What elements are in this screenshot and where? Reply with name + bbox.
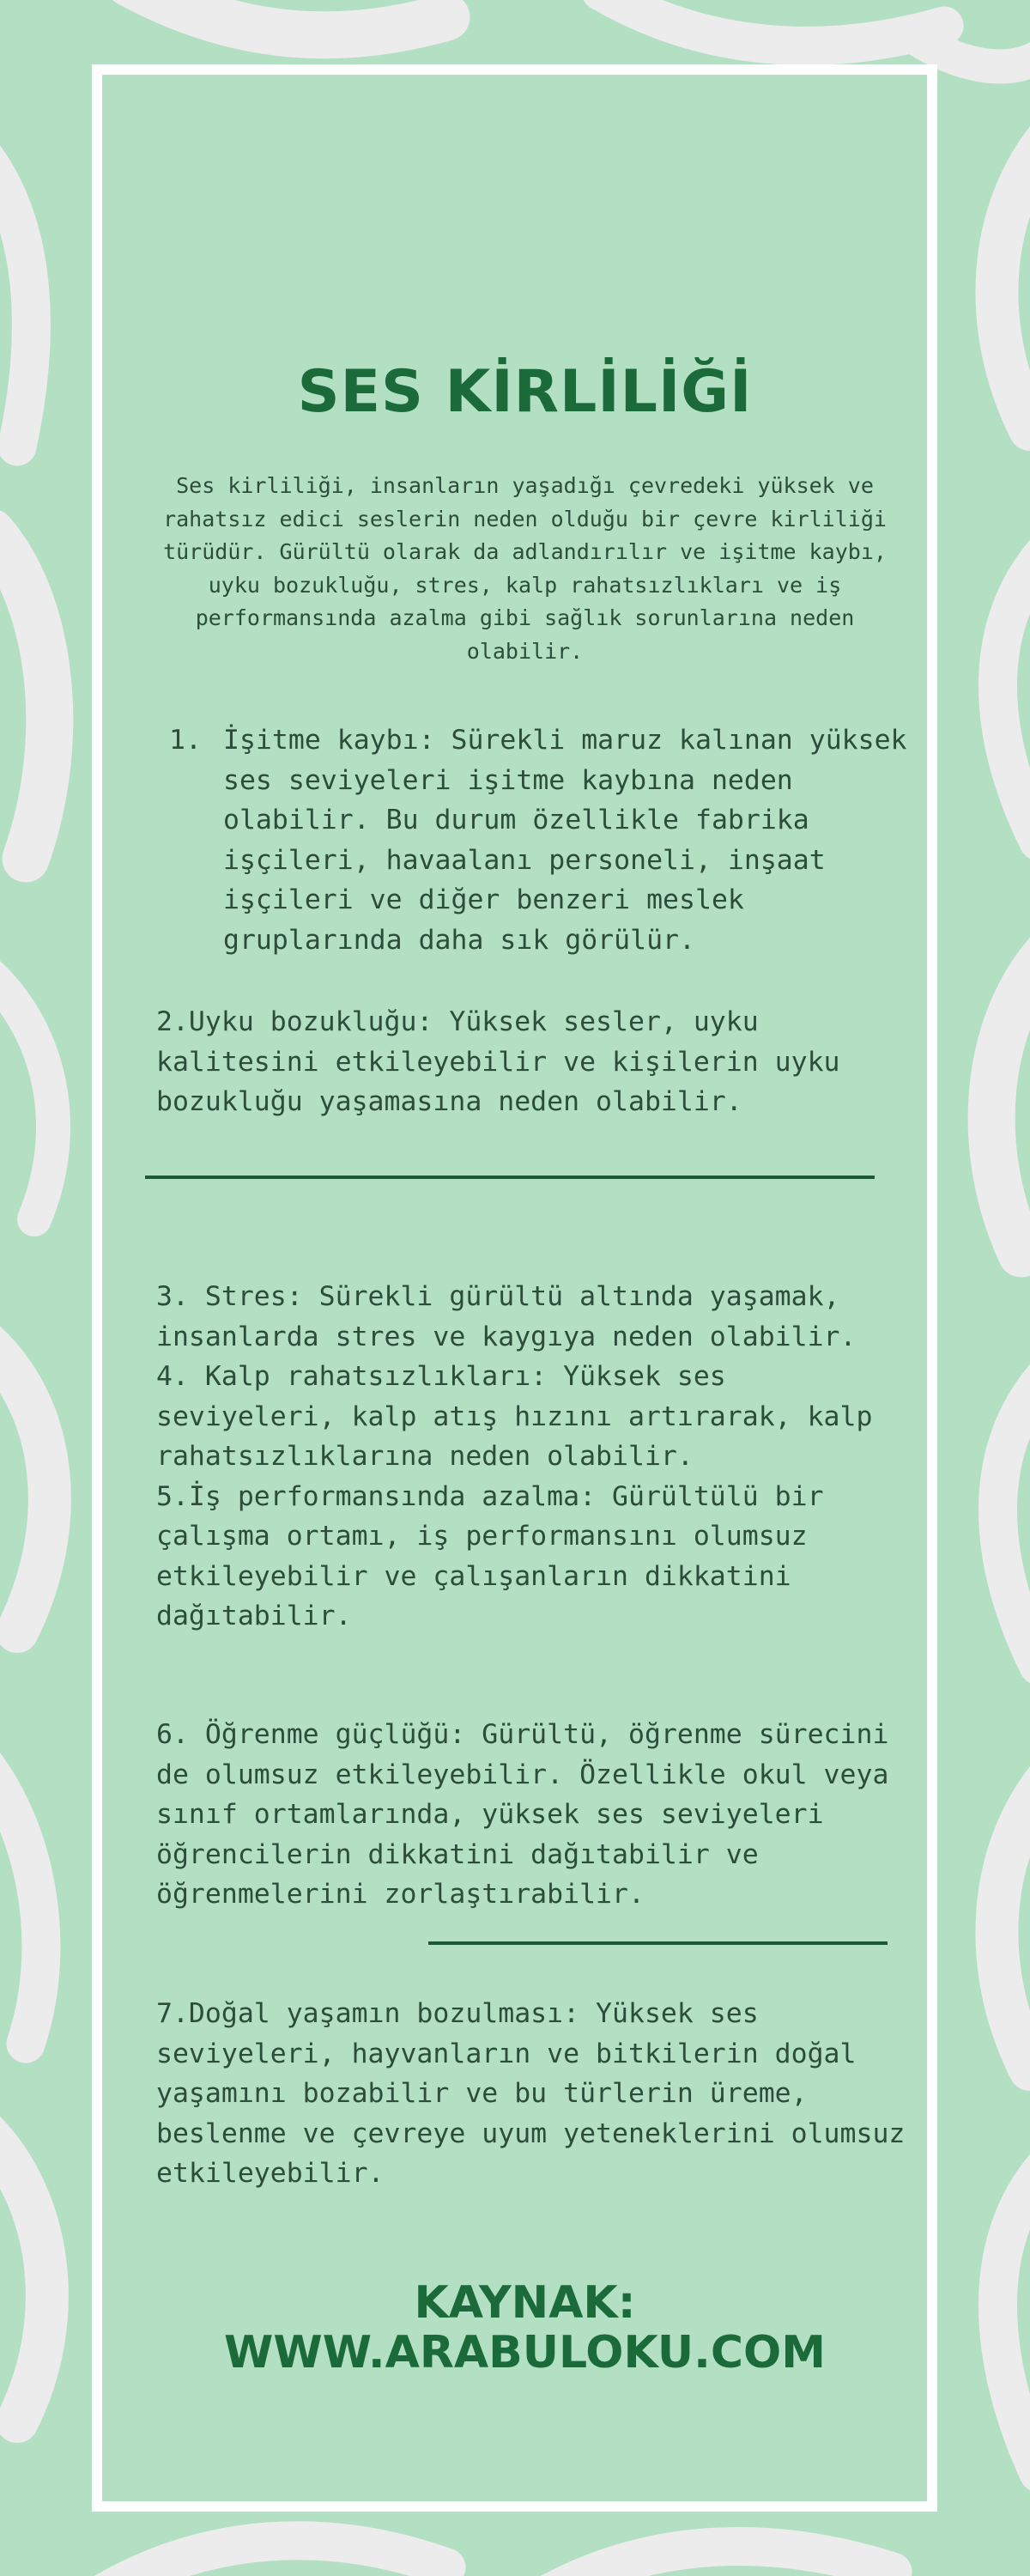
list-item-nature: 7.Doğal yaşamın bozulması: Yüksek ses seviyeleri, hayvanların ve bitkilerin doğal yaşamını bozabilir ve bu türlerin üreme, beslenme ve çevreye uyum yeteneklerini olumsuz etkileyebilir. (156, 1998, 906, 2189)
page-title: SES KİRLİLİĞİ (297, 358, 753, 426)
intro-paragraph: Ses kirliliği, insanların yaşadığı çevredeki yüksek ve rahatsız edici seslerin neden olduğu bir çevre kirliliği türüdür. Gürültü olarak da adlandırılır ve işitme kaybı, uyku bozukluğu, stres, kalp rahatsızlıkları ve iş performansında azalma gibi sağlık sorunlarına neden olabilir. (163, 473, 887, 664)
divider (145, 1176, 875, 1179)
source-url: WWW.ARABULOKU.COM (224, 2327, 826, 2379)
list-item-text: İşitme kaybı: Sürekli maruz kalınan yüksek ses seviyeleri işitme kaybına neden olabilir. Bu durum özellikle fabrika işçileri, havaalanı personeli, inşaat işçileri ve diğer benzeri meslek gruplarında daha sık görülür. (223, 725, 907, 956)
list-item-sleep: 2.Uyku bozukluğu: Yüksek sesler, uyku kalitesini etkileyebilir ve kişilerin uyku bozukluğu yaşamasına neden olabilir. (156, 1006, 840, 1117)
source-label: KAYNAK: (414, 2277, 636, 2329)
list-item-learning: 6. Öğrenme güçlüğü: Gürültü, öğrenme sürecini de olumsuz etkileyebilir. Özellikle okul veya sınıf ortamlarında, yüksek ses seviyeleri öğrencilerin dikkatini dağıtabilir ve öğrenmelerini zorlaştırabilir. (156, 1719, 889, 1910)
divider (428, 1941, 888, 1945)
list-number: 1. (169, 725, 202, 756)
content-panel (92, 64, 937, 2512)
list-items-stress-heart-work: 3. Stres: Sürekli gürültü altında yaşamak, insanlarda stres ve kaygıya neden olabilir. 4. Kalp rahatsızlıkları: Yüksek ses seviyeleri, kalp atış hızını artırarak, kalp rahatsızlıklarına neden olabilir. 5.İş performansında azalma: Gürültülü bir çalışma ortamı, iş performansını olumsuz etkileyebilir ve çalışanların dikkatini dağıtabilir. (156, 1281, 873, 1631)
